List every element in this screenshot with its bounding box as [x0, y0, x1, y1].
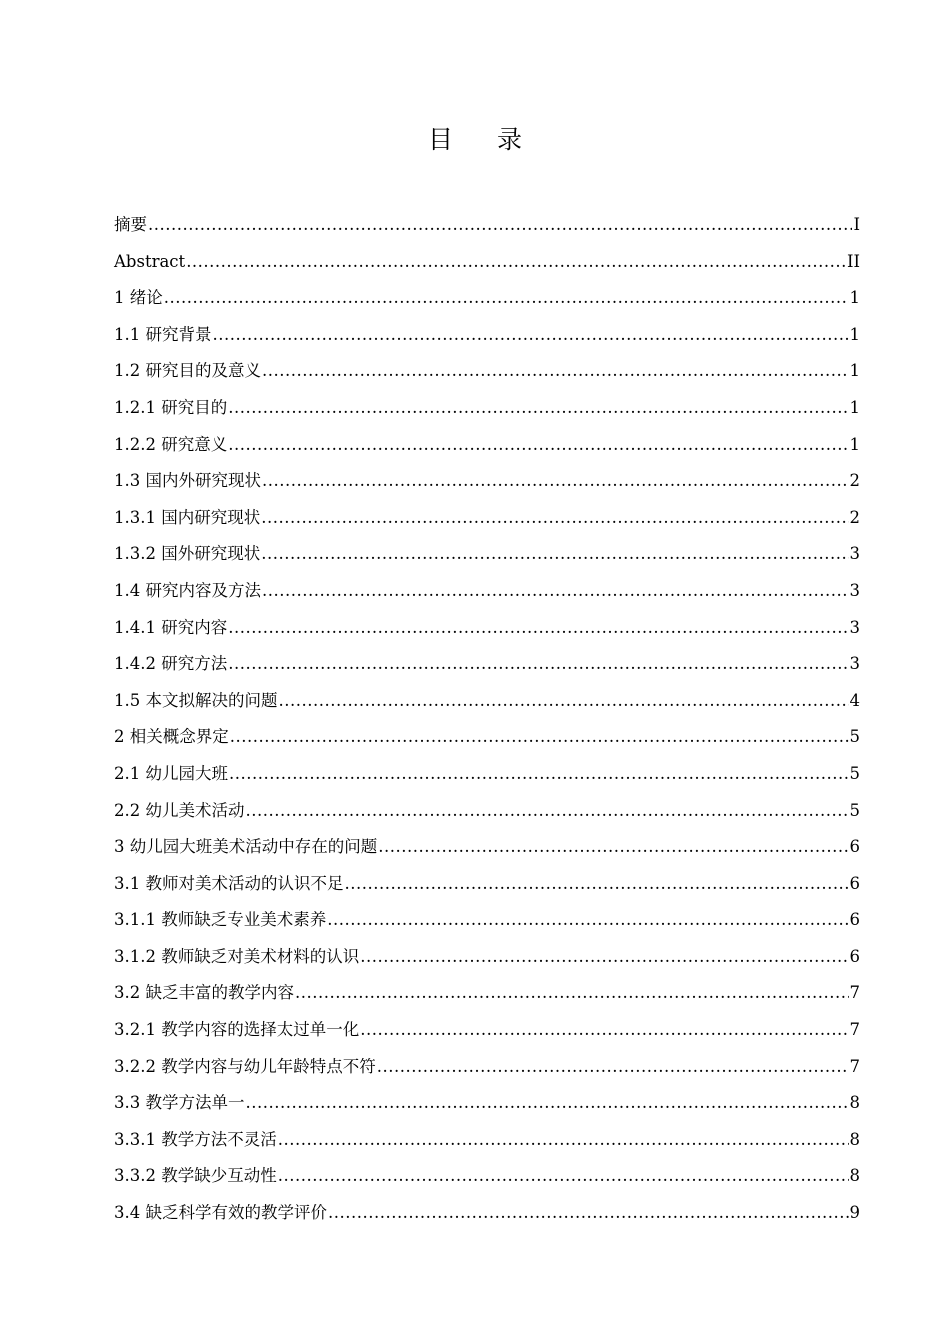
toc-entry[interactable]: [114, 902, 860, 939]
toc-entry-label: 1.4.2 研究方法: [114, 654, 228, 674]
toc-entry-label: 3.1.1 教师缺乏专业美术素养: [114, 910, 327, 930]
toc-dot-leader: [228, 427, 848, 464]
toc-entry-page-number: 1: [849, 361, 860, 381]
toc-entry-label: 1 绪论: [114, 288, 163, 308]
toc-entry-page-number: 3: [849, 654, 860, 674]
toc-entry-label: 1.2 研究目的及意义: [114, 361, 261, 381]
toc-entry-label: 1.1 研究背景: [114, 324, 212, 344]
toc-dot-leader: [261, 500, 848, 537]
toc-entry-page-number: 1: [849, 324, 860, 344]
toc-dot-leader: [228, 646, 848, 683]
toc-dot-leader: [279, 683, 849, 720]
toc-entry[interactable]: [114, 829, 860, 866]
toc-entry[interactable]: [114, 500, 860, 537]
toc-entry-page-number: 7: [849, 983, 860, 1003]
toc-entry-page-number: 2: [849, 471, 860, 491]
toc-entry-page-number: 5: [849, 800, 860, 820]
toc-dot-leader: [327, 902, 848, 939]
toc-entry-page-number: 5: [849, 763, 860, 783]
toc-entry-label: 1.5 本文拟解决的问题: [114, 690, 278, 710]
toc-dot-leader: [148, 207, 852, 244]
toc-entry-page-number: 3: [849, 544, 860, 564]
toc-entry-page-number: 7: [849, 1020, 860, 1040]
toc-entry[interactable]: [114, 646, 860, 683]
toc-entry[interactable]: [114, 207, 860, 244]
toc-entry-page-number: 6: [849, 873, 860, 893]
toc-entry-label: 摘要: [114, 215, 147, 234]
toc-entry[interactable]: [114, 390, 860, 427]
toc-entry[interactable]: [114, 793, 860, 830]
toc-entry[interactable]: [114, 866, 860, 903]
toc-dot-leader: [360, 939, 848, 976]
toc-entry-page-number: 6: [849, 837, 860, 857]
toc-entry-page-number: 1: [849, 397, 860, 417]
toc-entry-label: 3 幼儿园大班美术活动中存在的问题: [114, 837, 378, 857]
toc-entry-label: 1.4.1 研究内容: [114, 617, 228, 637]
toc-entry-label: 3.2.2 教学内容与幼儿年龄特点不符: [114, 1056, 376, 1076]
toc-dot-leader: [378, 829, 848, 866]
toc-entry-page-number: II: [846, 251, 860, 271]
toc-entry[interactable]: [114, 280, 860, 317]
toc-entry-label: 1.4 研究内容及方法: [114, 580, 261, 600]
toc-dot-leader: [278, 1158, 849, 1195]
toc-title: 目 录: [428, 125, 540, 154]
toc-entry-page-number: 8: [849, 1093, 860, 1113]
toc-entry-label: 1.3.2 国外研究现状: [114, 544, 261, 564]
toc-dot-leader: [229, 756, 849, 793]
toc-entry-label: 3.1 教师对美术活动的认识不足: [114, 873, 344, 893]
toc-entry[interactable]: [114, 975, 860, 1012]
toc-dot-leader: [360, 1012, 848, 1049]
toc-entry[interactable]: [114, 244, 860, 281]
toc-entry-page-number: 4: [849, 690, 860, 710]
toc-entry[interactable]: [114, 536, 860, 573]
toc-entry-label: 1.3.1 国内研究现状: [114, 507, 261, 527]
toc-entry-label: 3.4 缺乏科学有效的教学评价: [114, 1203, 327, 1223]
toc-entry-page-number: 1: [849, 288, 860, 308]
toc-entry[interactable]: [114, 610, 860, 647]
toc-entry-page-number: I: [853, 215, 860, 234]
toc-entry[interactable]: [114, 1158, 860, 1195]
toc-entry-label: 3.2.1 教学内容的选择太过单一化: [114, 1020, 360, 1040]
toc-entry-page-number: 3: [849, 617, 860, 637]
toc-entry-label: 1.2.1 研究目的: [114, 397, 228, 417]
toc-dot-leader: [228, 390, 848, 427]
toc-entry-page-number: 5: [849, 727, 860, 747]
toc-dot-leader: [246, 793, 849, 830]
toc-entry-label: 2 相关概念界定: [114, 727, 229, 747]
toc-entry-page-number: 9: [849, 1203, 860, 1223]
toc-entry[interactable]: [114, 1012, 860, 1049]
toc-entry[interactable]: [114, 573, 860, 610]
toc-entry[interactable]: [114, 719, 860, 756]
toc-entry-page-number: 3: [849, 580, 860, 600]
toc-entry-label: 3.3.2 教学缺少互动性: [114, 1166, 277, 1186]
toc-entry-page-number: 6: [849, 910, 860, 930]
toc-dot-leader: [261, 536, 848, 573]
toc-entry[interactable]: [114, 463, 860, 500]
toc-entry-label: 2.2 幼儿美术活动: [114, 800, 245, 820]
toc-entry[interactable]: [114, 683, 860, 720]
toc-dot-leader: [213, 317, 849, 354]
toc-entry-label: 2.1 幼儿园大班: [114, 763, 228, 783]
toc-entry[interactable]: [114, 427, 860, 464]
toc-entry-label: 3.3.1 教学方法不灵活: [114, 1129, 277, 1149]
toc-dot-leader: [262, 463, 849, 500]
toc-list: [114, 207, 860, 1232]
toc-dot-leader: [278, 1122, 849, 1159]
toc-entry[interactable]: [114, 756, 860, 793]
toc-dot-leader: [228, 610, 848, 647]
toc-dot-leader: [186, 244, 846, 281]
toc-dot-leader: [164, 280, 849, 317]
toc-dot-leader: [230, 719, 849, 756]
toc-entry[interactable]: [114, 1085, 860, 1122]
toc-dot-leader: [328, 1195, 849, 1232]
toc-dot-leader: [262, 353, 849, 390]
toc-dot-leader: [295, 975, 849, 1012]
toc-entry[interactable]: [114, 939, 860, 976]
toc-entry-label: 3.2 缺乏丰富的教学内容: [114, 983, 294, 1003]
toc-entry-page-number: 6: [849, 946, 860, 966]
toc-entry-label: 3.3 教学方法单一: [114, 1093, 245, 1113]
toc-entry[interactable]: [114, 1195, 860, 1232]
toc-entry[interactable]: [114, 1049, 860, 1086]
toc-entry-page-number: 8: [849, 1129, 860, 1149]
toc-entry-label: 3.1.2 教师缺乏对美术材料的认识: [114, 946, 360, 966]
toc-entry-page-number: 7: [849, 1056, 860, 1076]
toc-entry[interactable]: [114, 317, 860, 354]
toc-entry-page-number: 2: [849, 507, 860, 527]
toc-dot-leader: [246, 1085, 849, 1122]
toc-dot-leader: [262, 573, 849, 610]
toc-dot-leader: [345, 866, 849, 903]
toc-entry-page-number: 1: [849, 434, 860, 454]
toc-entry-label: Abstract: [114, 251, 186, 271]
toc-entry[interactable]: [114, 353, 860, 390]
toc-entry-label: 1.2.2 研究意义: [114, 434, 228, 454]
toc-dot-leader: [377, 1049, 849, 1086]
toc-entry[interactable]: [114, 1122, 860, 1159]
toc-entry-page-number: 8: [849, 1166, 860, 1186]
toc-entry-label: 1.3 国内外研究现状: [114, 471, 261, 491]
